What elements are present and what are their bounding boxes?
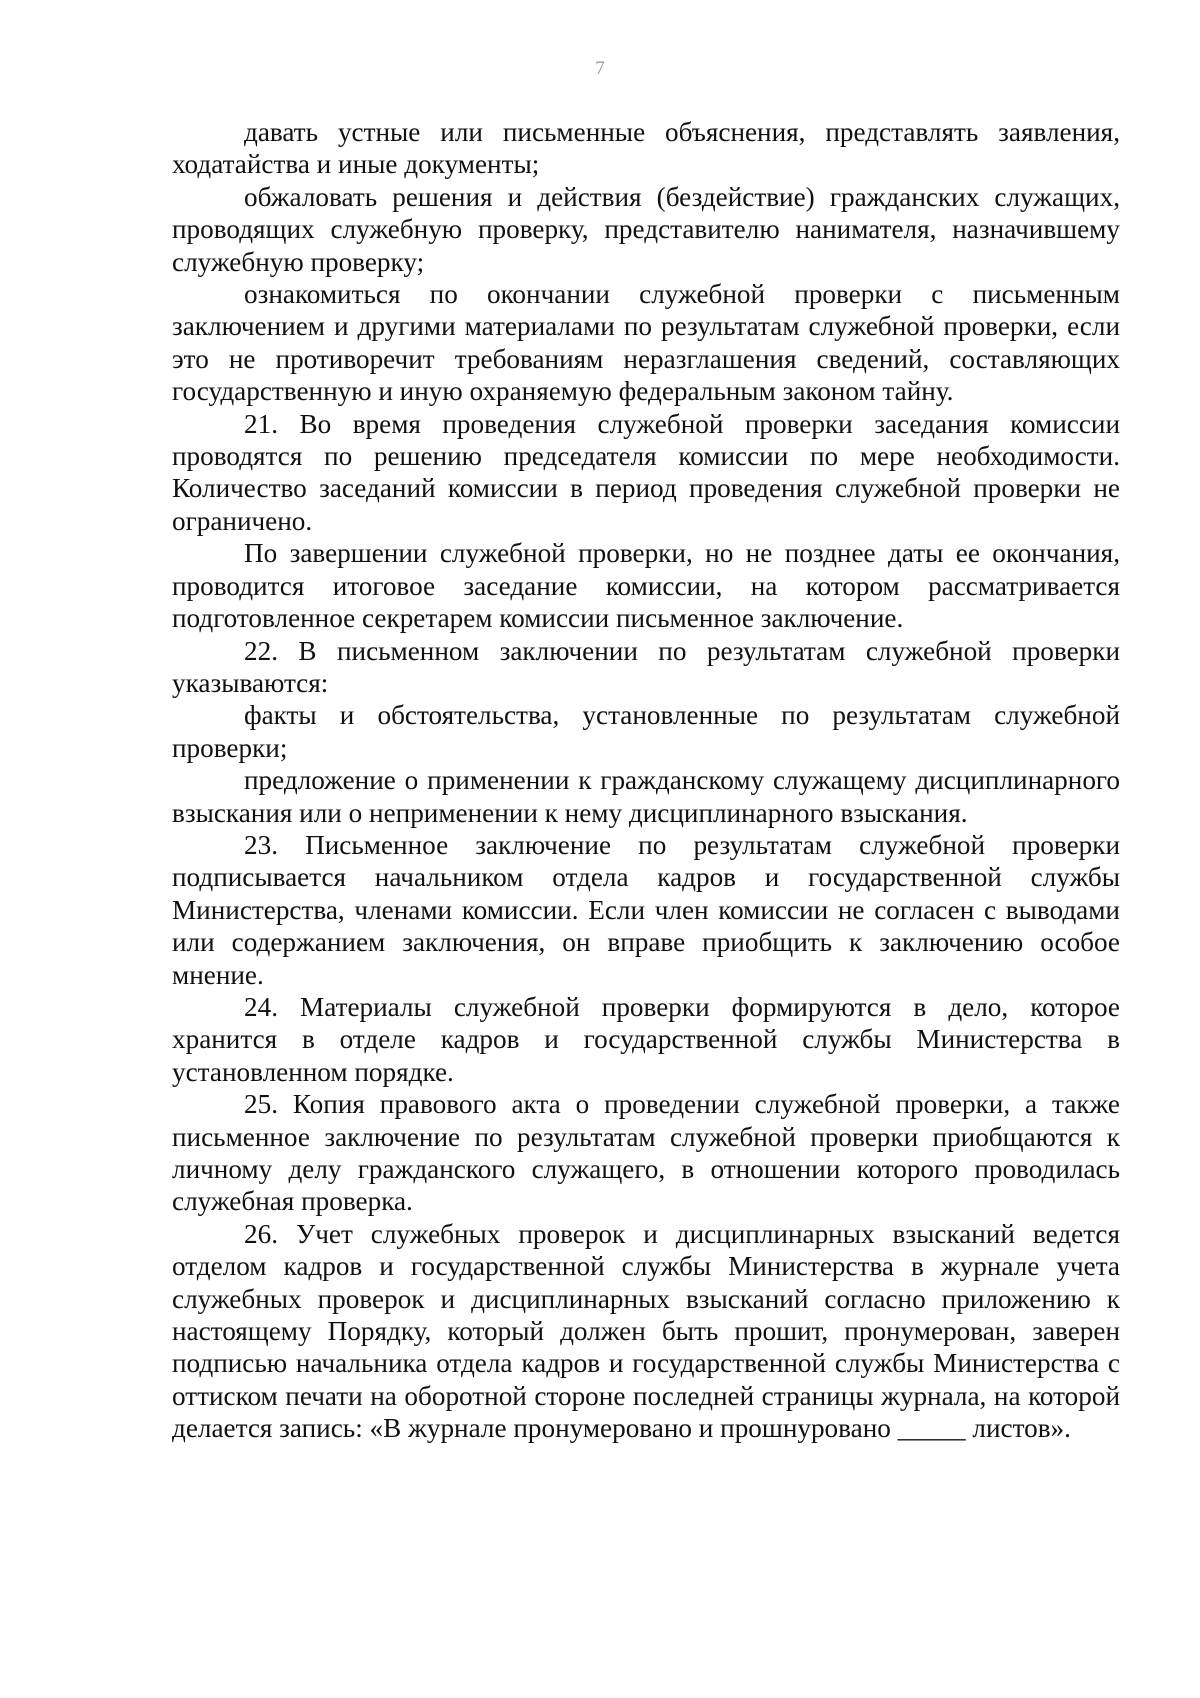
page-number: 7 — [595, 58, 605, 79]
paragraph: факты и обстоятельства, установленные по результатам служебной проверки; — [172, 700, 1120, 763]
paragraph: 24. Материалы служебной проверки формируются в дело, которое хранится в отделе кадров и государственной службы Министерства в установленном порядке. — [172, 991, 1120, 1087]
paragraph: предложение о применении к гражданскому служащему дисциплинарного взыскания или о неприменении к нему дисциплинарного взыскания. — [172, 765, 1120, 828]
paragraph: ознакомиться по окончании служебной проверки с письменным заключением и другими материалами по результатам служебной проверки, если это не противоречит требованиям неразглашения сведений, составляющих государственную и иную охраняемую федеральным законом тайну. — [172, 279, 1120, 407]
paragraph: давать устные или письменные объяснения, представлять заявления, ходатайства и иные документы; — [172, 117, 1120, 180]
paragraph: 26. Учет служебных проверок и дисциплинарных взысканий ведется отделом кадров и государственной службы Министерства в журнале учета служебных проверок и дисциплинарных взысканий согласно приложению к настоящему Порядку, который должен быть прошит, пронумерован, заверен подписью начальника отдела кадров и государственной службы Министерства с оттиском печати на оборотной стороне последней страницы журнала, на которой делается запись: «В журнале пронумеровано и прошнуровано _____ листов». — [172, 1218, 1120, 1444]
paragraph: обжаловать решения и действия (бездействие) гражданских служащих, проводящих служебную проверку, представителю нанимателя, назначившему служебную проверку; — [172, 181, 1120, 277]
paragraph: 21. Во время проведения служебной проверки заседания комиссии проводятся по решению председателя комиссии по мере необходимости. Количество заседаний комиссии в период проведения служебной проверки не ограничено. — [172, 408, 1120, 536]
document-body — [172, 116, 1120, 1445]
paragraph: 25. Копия правового акта о проведении служебной проверки, а также письменное заключение по результатам служебной проверки приобщаются к личному делу гражданского служащего, в отношении которого проводилась служебная проверка. — [172, 1089, 1120, 1217]
paragraph: 22. В письменном заключении по результатам служебной проверки указываются: — [172, 635, 1120, 698]
paragraph: 23. Письменное заключение по результатам служебной проверки подписывается начальником отдела кадров и государственной службы Министерства, членами комиссии. Если член комиссии не согласен с выводами или содержанием заключения, он вправе приобщить к заключению особое мнение. — [172, 829, 1120, 990]
paragraph: По завершении служебной проверки, но не позднее даты ее окончания, проводится итоговое заседание комиссии, на котором рассматривается подготовленное секретарем комиссии письменное заключение. — [172, 538, 1120, 634]
